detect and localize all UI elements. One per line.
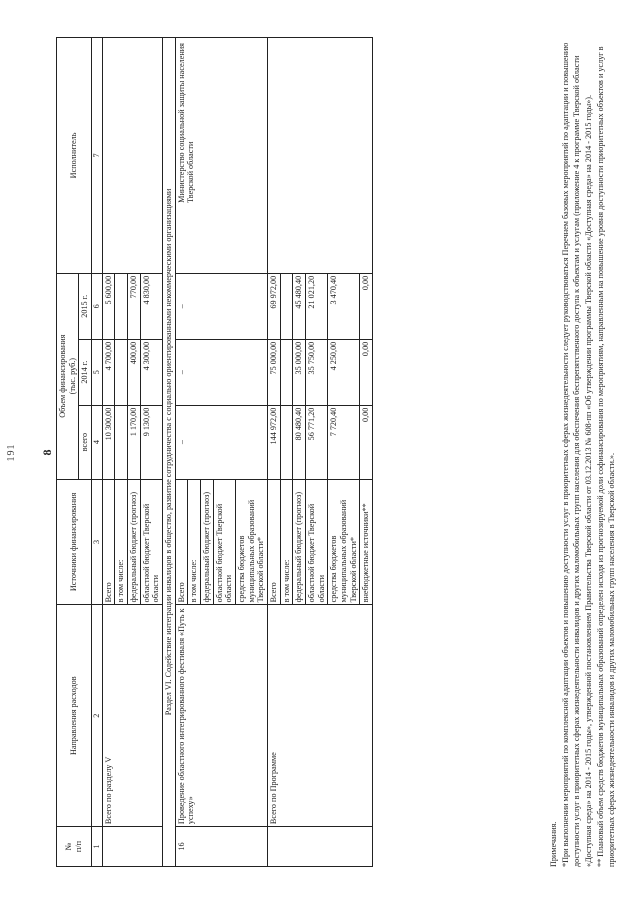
cell-source: внебюджетные источники** [360, 479, 373, 605]
cell-total: 144 972,00 [268, 405, 281, 479]
cell-source: федеральный бюджет (прогноз) [293, 479, 306, 605]
table-row [175, 38, 188, 867]
sec5-label: Всего по разделу V [102, 605, 162, 827]
column-numbers-row [92, 38, 103, 867]
item16-total: – [175, 405, 267, 479]
table-row [102, 38, 115, 867]
cell-2015: 0,00 [360, 273, 373, 339]
col-number: 2 [92, 605, 103, 827]
financing-table [56, 37, 373, 867]
cell-total: 80 480,40 [293, 405, 306, 479]
program-label: Всего по Программе [268, 605, 373, 827]
cell-2014: 4 250,00 [328, 339, 360, 405]
cell-2015 [115, 273, 128, 339]
cell-2015: 770,00 [128, 273, 141, 339]
item16-2014: – [175, 339, 267, 405]
header-sources: Источники финансирования [57, 479, 92, 605]
cell-total [115, 405, 128, 479]
cell-source: в том числе: [188, 479, 201, 605]
table-row [268, 38, 281, 867]
cell-2014: 35 000,00 [293, 339, 306, 405]
col-number: 3 [92, 479, 103, 605]
cell-executor [102, 38, 162, 274]
cell-2014: 4 300,00 [140, 339, 162, 405]
cell-source: в том числе: [115, 479, 128, 605]
notes-title: Примечания. [549, 821, 558, 867]
cell-total: 56 771,20 [306, 405, 328, 479]
item16-direction: Проведение областного интегрированного фестиваля «Путь к успеху» [175, 605, 267, 827]
header-volume: Объем финансирования (тыс. руб.) [57, 273, 79, 479]
cell-2014: 35 750,00 [306, 339, 328, 405]
item16-executor: Министерство социальной защиты населения Тверской области [175, 38, 267, 274]
cell-2015: 4 830,00 [140, 273, 162, 339]
header-executor: Исполнитель [57, 38, 92, 274]
cell-executor [268, 38, 373, 274]
note-2: ** Плановый объем средств бюджетов муниципальных образований определен исходя из прогнозируемой доли софинансирования по мероприятиям, направленным на повышение уровня доступности приоритетных объектов и услуг в приоритетных сферах жизнедеятельности инвалидов и других маломобильных групп населения в Тверской области.». [595, 46, 617, 867]
cell-total: 10 300,00 [102, 405, 115, 479]
note-1: *При выполнении мероприятий по комплексной адаптации объектов и повышению доступности услуг в приоритетных сферах жизнедеятельности следует руководствоваться Перечнем базовых мероприятий по адаптации и повышению доступности услуг в приоритетных сферах жизнедеятельности инвалидов и других маломобильных групп населения для обеспечения беспрепятственного доступа к объектам и услугам (приложение 4 к программе Тверской области «Доступная среда» на 2014 - 2015 годы», утвержденной постановлением Правительства Тверской области от 03.12.2013 № 608-пп «Об утверждении программы Тверской области «Доступная среда» на 2014 - 2015 годы»). [560, 42, 593, 867]
cell-2015: 3 470,40 [328, 273, 360, 339]
cell-source: Всего [102, 479, 115, 605]
cell-total: 1 170,00 [128, 405, 141, 479]
header-num: № п/п [57, 827, 92, 867]
cell-num [102, 827, 162, 867]
col-number: 4 [92, 405, 103, 479]
cell-total [280, 405, 293, 479]
cell-source: федеральный бюджет (прогноз) [128, 479, 141, 605]
page-number: 8 [40, 449, 54, 456]
cell-num [268, 827, 373, 867]
cell-2015: 45 480,40 [293, 273, 306, 339]
section-heading-row [163, 38, 176, 867]
cell-2014 [280, 339, 293, 405]
item16-2015: – [175, 273, 267, 339]
page-top-mark: 191 [6, 443, 17, 462]
header-2014: 2014 г. [79, 339, 92, 405]
cell-source: в том числе: [280, 479, 293, 605]
header-total: всего [79, 405, 92, 479]
section6-title: Раздел VI. Содействие интеграции инвалидов в общество, развитие сотрудничества с социально ориентированными некоммерческими организациями [163, 38, 176, 867]
col-number: 6 [92, 273, 103, 339]
cell-total: 9 130,00 [140, 405, 162, 479]
cell-source: областной бюджет Тверской области [306, 479, 328, 605]
cell-2015 [280, 273, 293, 339]
cell-source: областной бюджет Тверской области [140, 479, 162, 605]
cell-2014: 0,00 [360, 339, 373, 405]
cell-source: средства бюджетов муниципальных образований Тверской области* [328, 479, 360, 605]
cell-source: Всего [268, 479, 281, 605]
cell-2015: 21 021,20 [306, 273, 328, 339]
col-number: 7 [92, 38, 103, 274]
cell-2014: 4 700,00 [102, 339, 115, 405]
cell-source: средства бюджетов муниципальных образований Тверской области* [236, 479, 268, 605]
cell-total: 0,00 [360, 405, 373, 479]
cell-2015: 5 600,00 [102, 273, 115, 339]
col-number: 5 [92, 339, 103, 405]
cell-2014: 400,00 [128, 339, 141, 405]
cell-2014 [115, 339, 128, 405]
cell-2015: 69 972,00 [268, 273, 281, 339]
cell-source: Всего [175, 479, 188, 605]
cell-source: федеральный бюджет (прогноз) [201, 479, 214, 605]
header-row [57, 38, 79, 867]
header-direction: Направления расходов [57, 605, 92, 827]
cell-total: 7 720,40 [328, 405, 360, 479]
item16-num: 16 [175, 827, 267, 867]
col-number: 1 [92, 827, 103, 867]
header-2015: 2015 г. [79, 273, 92, 339]
cell-source: областной бюджет Тверской области [213, 479, 235, 605]
notes [548, 32, 618, 867]
cell-2014: 75 000,00 [268, 339, 281, 405]
